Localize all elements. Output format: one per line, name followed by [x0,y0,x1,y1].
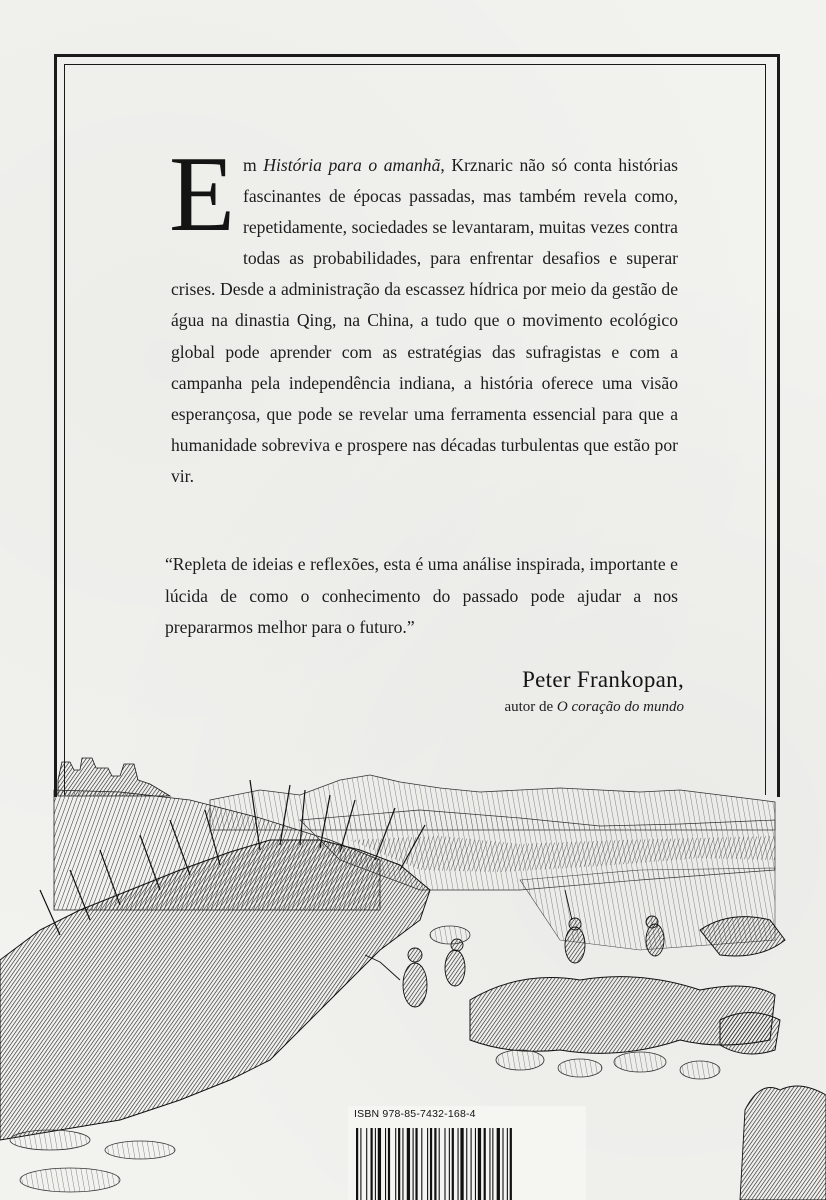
barcode-bar [466,1128,467,1200]
barcode-bar [430,1128,432,1200]
barcode-bar [385,1128,386,1200]
author-book-title: O coração do mundo [556,699,684,715]
barcode-bar [375,1128,376,1200]
quote-author: Peter Frankopan, [522,667,684,692]
book-title-italic: História para o amanhã [263,155,441,175]
isbn-barcode-box [348,1106,586,1200]
barcode-bar [489,1128,490,1200]
isbn-label: ISBN 978-85-7432-168-4 [354,1108,476,1120]
barcode-bar [427,1128,428,1200]
barcode-bar [478,1128,481,1200]
barcode-bar [444,1128,445,1200]
barcode-bar [458,1128,459,1200]
endorsement-quote [165,549,678,644]
barcode-bar [460,1128,463,1200]
author-credit-prefix: autor de [504,699,557,715]
barcode-graphic [356,1128,560,1200]
barcode-bar [371,1128,373,1200]
synopsis-lead: m [242,155,264,175]
barcode-bar [421,1128,422,1200]
barcode-bar [398,1128,400,1200]
synopsis-paragraph [169,135,678,492]
barcode-bar [356,1128,358,1200]
barcode-bar [452,1128,454,1200]
barcode-bar [475,1128,476,1200]
barcode-bar [360,1128,361,1200]
barcode-bar [502,1128,503,1200]
barcode-bar [439,1128,440,1200]
barcode-bar [507,1128,508,1200]
quote-text: “Repleta de ideias e reflexões, esta é uma análise inspirada, importante e lúcida de como o conhecimento do passado pode ajudar a nos prepararmos melhor para o futuro.” [165,554,678,637]
barcode-bar [471,1128,472,1200]
barcode-bar [497,1128,500,1200]
barcode-bar [413,1128,414,1200]
drop-cap-letter: E [169,135,233,254]
barcode-bar [415,1128,417,1200]
synopsis-body: , Krznaric não só conta histórias fascinantes de épocas passadas, mas também revela como, repetidamente, sociedades se levantaram, muitas vezes contra todas as probabilidades, para enfrentar desafios e superar crises. Desde a administração da escassez hídrica por meio da gestão de água na dinastia Qing, na China, a tudo que o movimento ecológico global pode aprender com as estratégias das sufragistas e com a campanha pela independência indiana, a história oferece uma visão esperançosa, que pode se revelar uma ferramenta essencial para que a humanidade sobreviva e prospere nas décadas turbulentas que estão por vir. [171,155,678,486]
barcode-bar [395,1128,396,1200]
barcode-bar [378,1128,381,1200]
barcode-bar [366,1128,367,1200]
barcode-bar [388,1128,390,1200]
barcode-bar [492,1128,493,1200]
author-credit [504,699,684,716]
barcode-bar [402,1128,403,1200]
barcode-bar [434,1128,436,1200]
barcode-bar [484,1128,486,1200]
barcode-bar [407,1128,410,1200]
barcode-bar [510,1128,512,1200]
barcode-bar [449,1128,450,1200]
